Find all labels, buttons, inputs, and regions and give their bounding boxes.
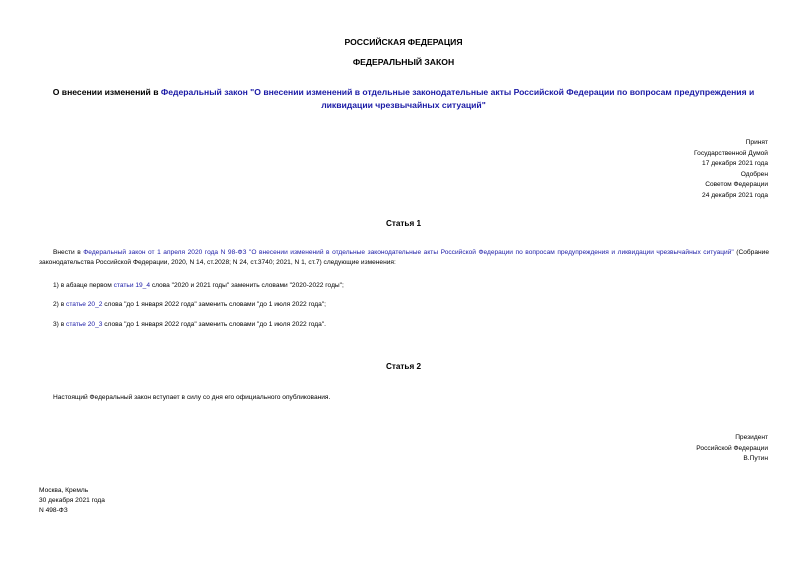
adoption-line-2: Государственной Думой [694,149,768,157]
item-2-prefix: 2) в [53,301,67,308]
place-line-3: N 498-ФЗ [39,507,68,514]
adoption-line-1: Принят [745,139,768,146]
article-1-heading: Статья 1 [385,219,422,228]
title-law-link[interactable]: Федеральный закон "О внесении изменений в отдельные законодательные акты Российской Федерации по вопросам предупреждения и ликвидации чрезвычайных ситуаций" [160,87,755,110]
adoption-line-5: Советом Федерации [705,181,768,188]
intro-suffix: (Собрание законодательства Российской Федерации, 2020, N 14, ст.2028; N 24, ст.3740; 2021, N 1, ст.7) следующие изменения: [39,249,770,267]
header-country: РОССИЙСКАЯ ФЕДЕРАЦИЯ [344,37,463,47]
item-3-suffix: слова "до 1 января 2022 года" заменить словами "до 1 июля 2022 года". [102,321,326,328]
article-1-item-2 [53,300,326,310]
place-line-2: 30 декабря 2021 года [39,497,105,504]
article-2-text: Настоящий Федеральный закон вступает в силу со дня его официального опубликования. [53,394,331,401]
item-3-prefix: 3) в [53,321,67,328]
signature-line-1: Президент [735,434,768,441]
item-3-link[interactable]: статье 20_3 [66,321,103,328]
item-2-suffix: слова "до 1 января 2022 года" заменить словами "до 1 июля 2022 года"; [102,301,326,308]
item-1-suffix: слова "2020 и 2021 годы" заменить словами "2020-2022 годы"; [150,282,344,289]
place-line-1: Москва, Кремль [39,487,89,494]
item-2-link[interactable]: статье 20_2 [66,301,103,308]
title-prefix: О внесении изменений в [52,87,161,97]
article-1-intro [39,248,769,269]
header-doc-type: ФЕДЕРАЛЬНЫЙ ЗАКОН [352,57,455,67]
intro-prefix: Внести в [53,249,84,256]
intro-law-link[interactable]: Федеральный закон от 1 апреля 2020 года N 98-ФЗ "О внесении изменений в отдельные законодательные акты Российской Федерации по вопросам предупреждения и ликвидации чрезвычайных ситуаций" [83,249,734,256]
adoption-block [694,138,768,201]
signature-block [696,433,768,465]
adoption-line-3: 17 декабря 2021 года [702,160,768,167]
article-1-item-1 [53,281,344,291]
article-1-item-3 [53,320,326,330]
document-title [36,86,771,112]
signature-line-3: В.Путин [743,455,768,462]
place-block [39,486,105,516]
adoption-line-4: Одобрен [740,170,768,178]
article-2-heading: Статья 2 [385,362,422,371]
item-1-link[interactable]: статьи 19_4 [113,282,150,289]
signature-line-2: Российской Федерации [696,444,768,452]
adoption-line-6: 24 декабря 2021 года [702,191,768,199]
item-1-prefix: 1) в абзаце первом [53,282,114,289]
